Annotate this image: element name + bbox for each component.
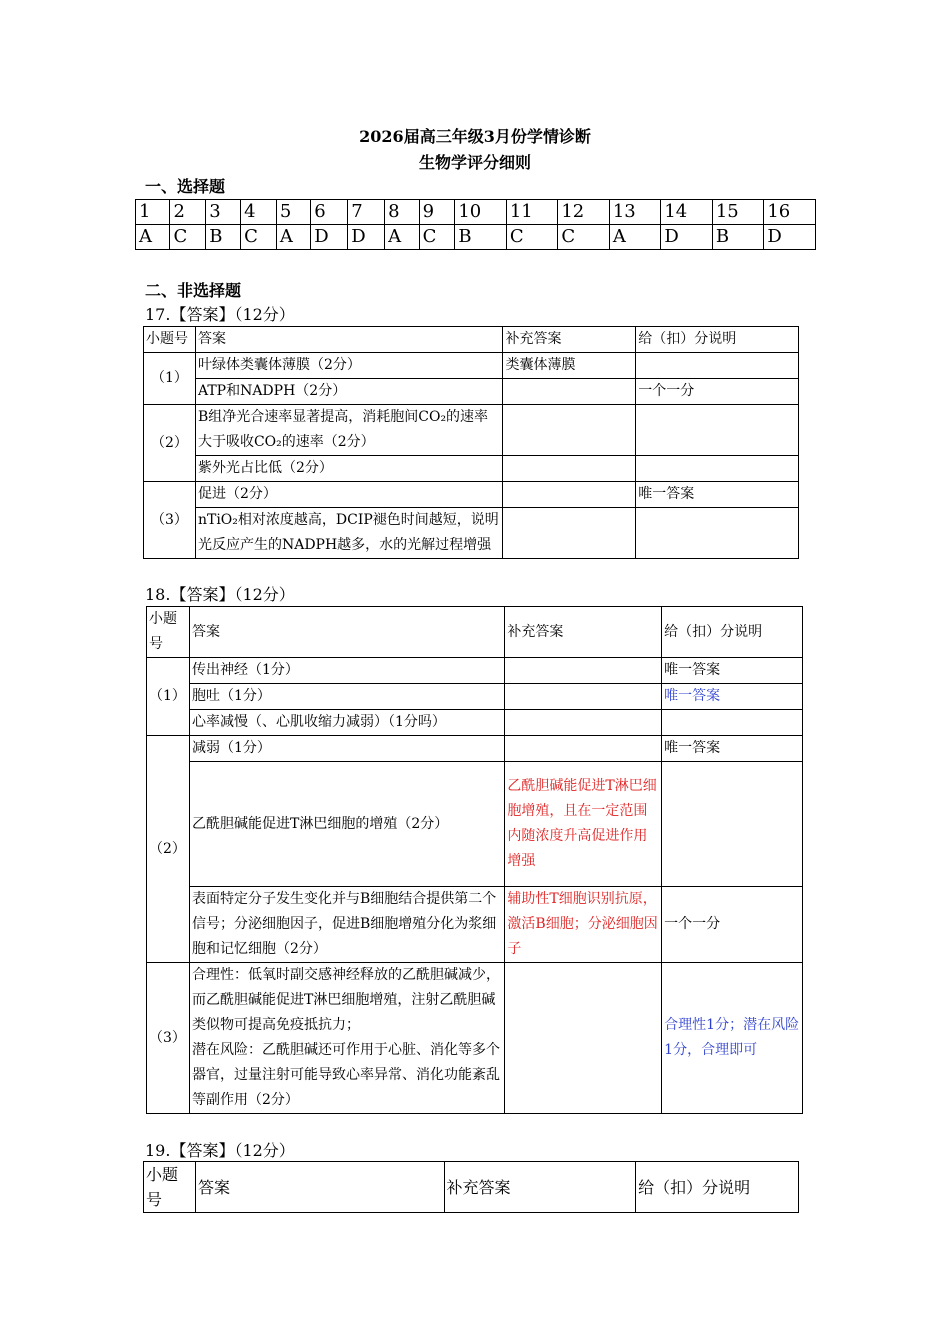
table-row	[147, 887, 803, 963]
supplement-cell: 类囊体薄膜	[503, 353, 636, 379]
header-answer: 答案	[195, 1162, 444, 1213]
mc-number: 4	[241, 200, 277, 225]
header-answer: 答案	[195, 327, 502, 353]
mc-number: 10	[455, 200, 507, 225]
header-supplement: 补充答案	[505, 607, 662, 658]
mc-number: 6	[311, 200, 348, 225]
mc-answer: C	[241, 225, 277, 250]
table-row	[144, 379, 799, 405]
note-cell	[662, 762, 803, 887]
table-header-row	[147, 607, 803, 658]
note-cell: 唯一答案	[662, 658, 803, 684]
q19-heading: 19.【答案】（12分）	[145, 1141, 295, 1160]
answer-cell: 胞吐（1分）	[189, 684, 504, 710]
table-row	[144, 405, 799, 456]
header-subquestion: 小题号	[147, 607, 190, 658]
table-row	[147, 762, 803, 887]
table-row	[147, 658, 803, 684]
supplement-cell	[503, 508, 636, 559]
q18-heading: 18.【答案】（12分）	[145, 585, 295, 604]
supplement-cell	[505, 710, 662, 736]
mc-answer: A	[609, 225, 661, 250]
note-cell	[636, 353, 799, 379]
table-row	[147, 710, 803, 736]
subquestion-label: （2）	[147, 736, 190, 963]
mc-number: 9	[419, 200, 455, 225]
supplement-cell	[503, 379, 636, 405]
supplement-cell	[505, 658, 662, 684]
answer-cell: nTiO₂相对浓度越高，DCIP褪色时间越短，说明光反应产生的NADPH越多，水的光解过程增强	[195, 508, 502, 559]
page-subtitle: 生物学评分细则	[418, 153, 531, 172]
header-scoring-note: 给（扣）分说明	[636, 1162, 799, 1213]
note-cell	[636, 456, 799, 482]
header-subquestion: 小题号	[144, 1162, 196, 1213]
mc-answer: B	[206, 225, 241, 250]
table-row	[144, 508, 799, 559]
table-row	[144, 456, 799, 482]
mc-answer: A	[385, 225, 419, 250]
supplement-cell	[505, 963, 662, 1114]
mc-number: 14	[661, 200, 713, 225]
note-cell	[636, 405, 799, 456]
mc-answer: C	[419, 225, 455, 250]
supplement-cell	[505, 736, 662, 762]
table-row	[147, 736, 803, 762]
answer-cell: 心率减慢（、心肌收缩力减弱）（1分吗）	[189, 710, 504, 736]
subquestion-label: （3）	[147, 963, 190, 1114]
header-scoring-note: 给（扣）分说明	[662, 607, 803, 658]
mc-number: 5	[276, 200, 310, 225]
note-cell: 一个一分	[636, 379, 799, 405]
table-row	[147, 684, 803, 710]
mc-number: 7	[348, 200, 385, 225]
answer-cell: 减弱（1分）	[189, 736, 504, 762]
mc-number: 13	[609, 200, 661, 225]
supplement-cell	[503, 456, 636, 482]
note-cell: 合理性1分；潜在风险1分，合理即可	[662, 963, 803, 1114]
header-supplement: 补充答案	[444, 1162, 636, 1213]
answer-cell: 传出神经（1分）	[189, 658, 504, 684]
supplement-cell	[503, 482, 636, 508]
supplement-cell: 辅助性T细胞识别抗原，激活B细胞；分泌细胞因子	[505, 887, 662, 963]
table-row	[144, 482, 799, 508]
answer-cell: 紫外光占比低（2分）	[195, 456, 502, 482]
header-subquestion: 小题号	[144, 327, 196, 353]
note-cell: 一个一分	[662, 887, 803, 963]
header-answer: 答案	[189, 607, 504, 658]
supplement-cell: 乙酰胆碱能促进T淋巴细胞增殖，且在一定范围内随浓度升高促进作用增强	[505, 762, 662, 887]
header-supplement: 补充答案	[503, 327, 636, 353]
subquestion-label: （3）	[144, 482, 196, 559]
note-cell: 唯一答案	[662, 736, 803, 762]
mc-answer: C	[558, 225, 610, 250]
answer-cell: 促进（2分）	[195, 482, 502, 508]
note-cell	[662, 710, 803, 736]
table-row	[147, 963, 803, 1114]
answer-cell: 乙酰胆碱能促进T淋巴细胞的增殖（2分）	[189, 762, 504, 887]
mc-answer: A	[276, 225, 310, 250]
header-scoring-note: 给（扣）分说明	[636, 327, 799, 353]
answer-cell	[189, 963, 504, 1114]
section-multiple-choice: 一、选择题	[145, 177, 226, 196]
mc-answer: C	[506, 225, 558, 250]
mc-number: 2	[170, 200, 206, 225]
mc-number: 16	[764, 200, 816, 225]
mc-number: 8	[385, 200, 419, 225]
mc-number: 15	[712, 200, 764, 225]
mc-answer: D	[661, 225, 713, 250]
mc-answer-row	[136, 225, 816, 250]
subquestion-label: （2）	[144, 405, 196, 482]
subquestion-label: （1）	[144, 353, 196, 405]
mc-number: 1	[136, 200, 170, 225]
table-row	[144, 353, 799, 379]
mc-answer-table	[135, 199, 816, 250]
mc-answer: D	[311, 225, 348, 250]
mc-number: 12	[558, 200, 610, 225]
answer-cell: B组净光合速率显著提高，消耗胞间CO₂的速率大于吸收CO₂的速率（2分）	[195, 405, 502, 456]
mc-answer: A	[136, 225, 170, 250]
table-header-row	[144, 327, 799, 353]
supplement-cell	[503, 405, 636, 456]
mc-answer: B	[455, 225, 507, 250]
subquestion-label: （1）	[147, 658, 190, 736]
mc-answer: D	[348, 225, 385, 250]
mc-answer: B	[712, 225, 764, 250]
note-cell	[636, 508, 799, 559]
q17-heading: 17.【答案】（12分）	[145, 305, 295, 324]
note-cell: 唯一答案	[662, 684, 803, 710]
section-non-choice: 二、非选择题	[145, 281, 242, 300]
answer-rationality: 合理性：低氧时副交感神经释放的乙酰胆碱减少，而乙酰胆碱能促进T淋巴细胞增殖，注射乙酰胆碱类似物可提高免疫抵抗力；	[191, 967, 500, 1033]
q19-table	[143, 1161, 799, 1213]
q18-table	[146, 606, 803, 1114]
mc-answer: C	[170, 225, 206, 250]
q17-table	[143, 326, 799, 559]
mc-number-row	[136, 200, 816, 225]
supplement-cell	[505, 684, 662, 710]
table-header-row	[144, 1162, 799, 1213]
mc-answer: D	[764, 225, 816, 250]
answer-risk: 潜在风险：乙酰胆碱还可作用于心脏、消化等多个器官，过量注射可能导致心率异常、消化功能紊乱等副作用（2分）	[191, 1042, 500, 1108]
answer-cell: 叶绿体类囊体薄膜（2分）	[195, 353, 502, 379]
mc-number: 3	[206, 200, 241, 225]
page-title: 2026届高三年级3月份学情诊断	[359, 127, 591, 146]
answer-cell: ATP和NADPH（2分）	[195, 379, 502, 405]
note-cell: 唯一答案	[636, 482, 799, 508]
mc-number: 11	[506, 200, 558, 225]
answer-cell: 表面特定分子发生变化并与B细胞结合提供第二个信号；分泌细胞因子，促进B细胞增殖分化为浆细胞和记忆细胞（2分）	[189, 887, 504, 963]
